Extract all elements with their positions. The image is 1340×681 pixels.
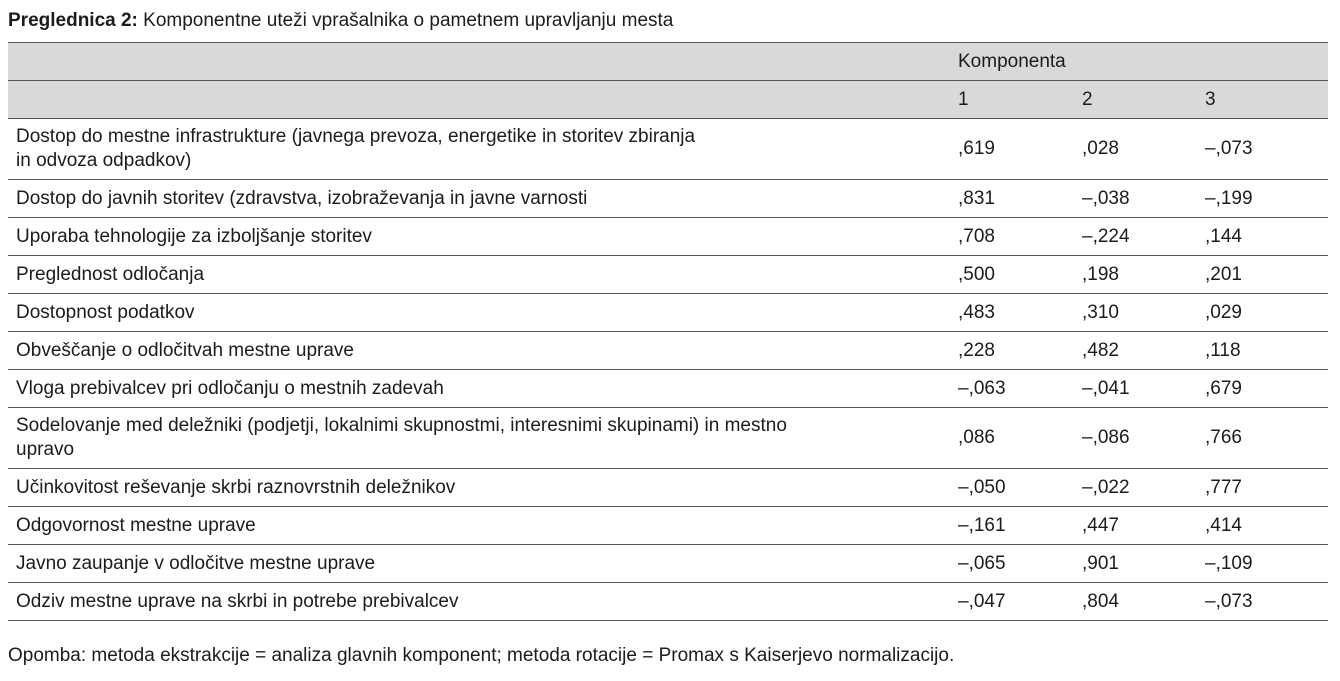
table-row xyxy=(8,119,1328,180)
header-blank-cell xyxy=(8,43,958,81)
component-weights-table xyxy=(8,42,1328,621)
component-1-value: ,086 xyxy=(958,408,1082,469)
component-3-value: ,766 xyxy=(1205,408,1328,469)
component-1-value: ,831 xyxy=(958,180,1082,218)
component-3-value: –,073 xyxy=(1205,119,1328,180)
component-1-value: ,619 xyxy=(958,119,1082,180)
component-3-value: ,144 xyxy=(1205,218,1328,256)
row-label: Uporaba tehnologije za izboljšanje storitev xyxy=(8,218,958,256)
row-label: Dostop do javnih storitev (zdravstva, izobraževanja in javne varnosti xyxy=(8,180,958,218)
component-2-value: –,038 xyxy=(1082,180,1205,218)
row-label: Odziv mestne uprave na skrbi in potrebe prebivalcev xyxy=(8,583,958,621)
table-row xyxy=(8,408,1328,469)
component-2-value: ,482 xyxy=(1082,332,1205,370)
component-2-value: ,028 xyxy=(1082,119,1205,180)
component-2-value: –,022 xyxy=(1082,469,1205,507)
component-1-value: –,063 xyxy=(958,370,1082,408)
component-2-value: ,804 xyxy=(1082,583,1205,621)
component-3-value: ,118 xyxy=(1205,332,1328,370)
row-label: Javno zaupanje v odločitve mestne uprave xyxy=(8,545,958,583)
component-3-value: –,109 xyxy=(1205,545,1328,583)
table-row xyxy=(8,180,1328,218)
component-1-value: ,483 xyxy=(958,294,1082,332)
component-2-value: ,447 xyxy=(1082,507,1205,545)
table-note: Opomba: metoda ekstrakcije = analiza glavnih komponent; metoda rotacije = Promax s Kaiserjevo normalizacijo. xyxy=(8,645,955,666)
component-3-value: ,679 xyxy=(1205,370,1328,408)
component-2-value: ,901 xyxy=(1082,545,1205,583)
row-label: Dostopnost podatkov xyxy=(8,294,958,332)
component-1-value: –,050 xyxy=(958,469,1082,507)
component-3-value: –,199 xyxy=(1205,180,1328,218)
component-1-value: –,065 xyxy=(958,545,1082,583)
component-2-value: –,224 xyxy=(1082,218,1205,256)
table-row xyxy=(8,507,1328,545)
header-blank-cell xyxy=(8,81,958,119)
component-1-value: ,228 xyxy=(958,332,1082,370)
component-3-value: ,201 xyxy=(1205,256,1328,294)
column-header-3: 3 xyxy=(1205,81,1328,119)
table-group-header-row xyxy=(8,43,1328,81)
column-header-1: 1 xyxy=(958,81,1082,119)
row-label: Obveščanje o odločitvah mestne uprave xyxy=(8,332,958,370)
column-header-2: 2 xyxy=(1082,81,1205,119)
caption-text: Komponentne uteži vprašalnika o pametnem upravljanju mesta xyxy=(137,10,674,31)
table-row xyxy=(8,256,1328,294)
table-caption xyxy=(8,9,673,33)
component-2-value: ,310 xyxy=(1082,294,1205,332)
component-1-value: –,047 xyxy=(958,583,1082,621)
component-1-value: ,708 xyxy=(958,218,1082,256)
group-header-komponenta: Komponenta xyxy=(958,43,1328,81)
table-column-header-row xyxy=(8,81,1328,119)
caption-label: Preglednica 2: xyxy=(8,10,138,31)
component-3-value: ,777 xyxy=(1205,469,1328,507)
component-1-value: ,500 xyxy=(958,256,1082,294)
row-label: Sodelovanje med deležniki (podjetji, lokalnimi skupnostmi, interesnimi skupinami) in mestno upravo xyxy=(8,408,958,469)
component-3-value: –,073 xyxy=(1205,583,1328,621)
row-label: Preglednost odločanja xyxy=(8,256,958,294)
row-label: Dostop do mestne infrastrukture (javnega prevoza, energetike in storitev zbiranja in odvoza odpadkov) xyxy=(8,119,958,180)
row-label: Vloga prebivalcev pri odločanju o mestnih zadevah xyxy=(8,370,958,408)
component-3-value: ,414 xyxy=(1205,507,1328,545)
row-label: Učinkovitost reševanje skrbi raznovrstnih deležnikov xyxy=(8,469,958,507)
component-2-value: –,086 xyxy=(1082,408,1205,469)
table-row xyxy=(8,469,1328,507)
table-row xyxy=(8,583,1328,621)
table-row xyxy=(8,332,1328,370)
table-row xyxy=(8,545,1328,583)
table-row xyxy=(8,218,1328,256)
component-3-value: ,029 xyxy=(1205,294,1328,332)
component-1-value: –,161 xyxy=(958,507,1082,545)
component-2-value: –,041 xyxy=(1082,370,1205,408)
row-label: Odgovornost mestne uprave xyxy=(8,507,958,545)
table-row xyxy=(8,370,1328,408)
component-2-value: ,198 xyxy=(1082,256,1205,294)
table-row xyxy=(8,294,1328,332)
